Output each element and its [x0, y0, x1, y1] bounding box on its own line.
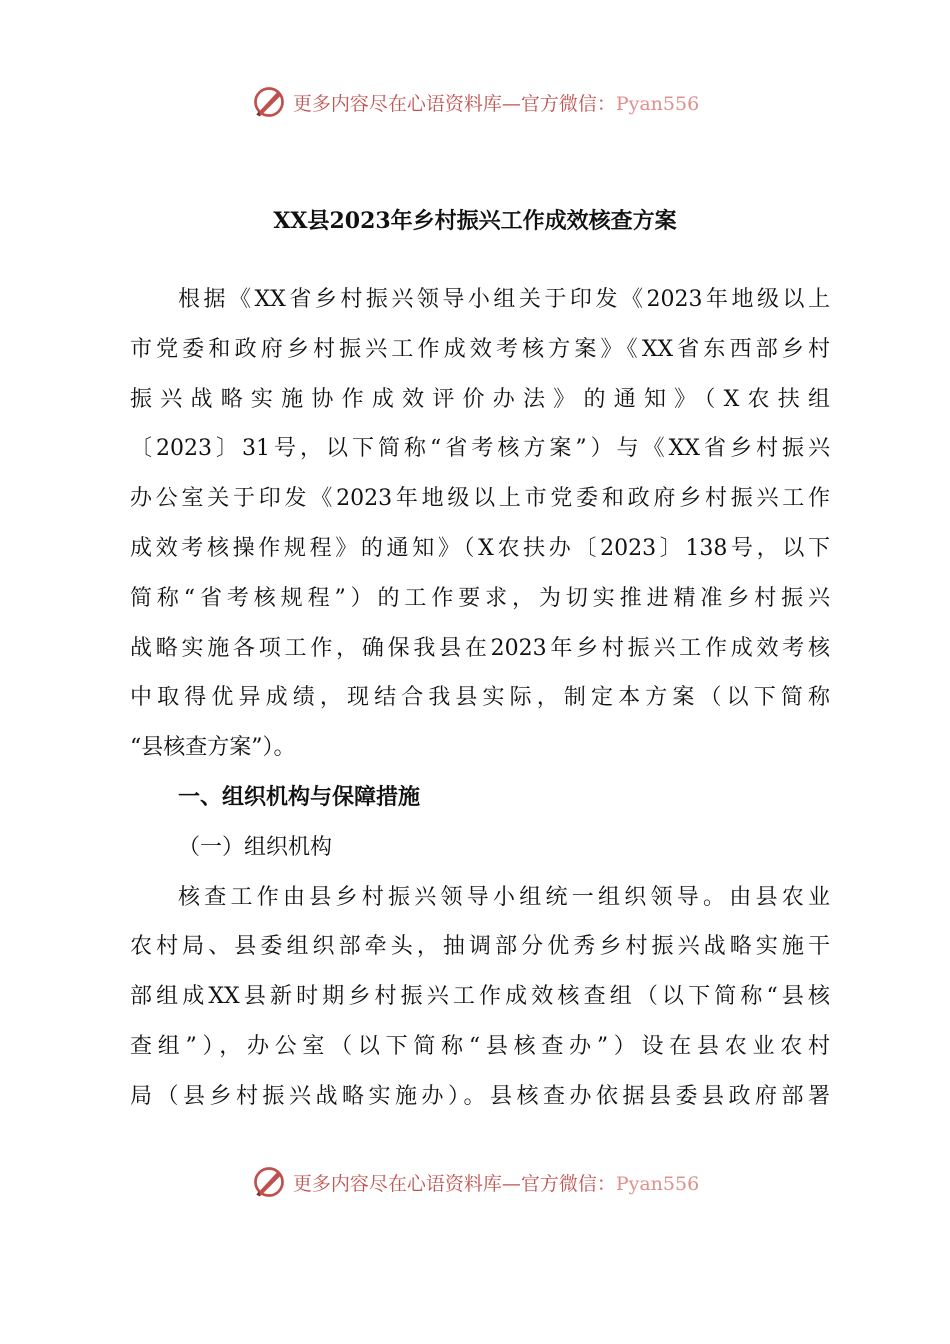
subsection-heading: （一）组织机构 — [178, 834, 333, 860]
paragraph-line: 中取得优异成绩，现结合我县实际，制定本方案（以下简称 — [130, 685, 830, 711]
pen-logo-icon — [251, 84, 287, 120]
paragraph-line: 核查工作由县乡村振兴领导小组统一组织领导。由县农业 — [178, 884, 830, 910]
paragraph-line: 查组”），办公室（以下简称“县核查办”）设在县农业农村 — [130, 1033, 830, 1059]
paragraph-line: 战略实施各项工作，确保我县在2023年乡村振兴工作成效考核 — [130, 635, 830, 661]
document-title: XX县2023年乡村振兴工作成效核查方案 — [273, 208, 677, 234]
pen-logo-icon — [251, 1164, 287, 1200]
paragraph-line: 成效考核操作规程》的通知》（X农扶办〔2023〕138号，以下 — [130, 535, 830, 561]
watermark-text: 更多内容尽在心语资料库—官方微信：Pyan556 — [292, 92, 700, 115]
paragraph-line: 〔2023〕31号，以下简称“省考核方案”）与《XX省乡村振兴 — [130, 436, 830, 462]
paragraph-line: 市党委和政府乡村振兴工作成效考核方案》《XX省东西部乡村 — [130, 336, 830, 362]
document-body — [130, 275, 830, 1122]
watermark-banner-bottom — [0, 1162, 950, 1202]
paragraph-line: 简称“省考核规程”）的工作要求，为切实推进精准乡村振兴 — [130, 585, 830, 611]
paragraph-line: “县核查方案”）。 — [130, 735, 296, 761]
watermark-banner-top — [0, 82, 950, 122]
paragraph-line: 农村局、县委组织部牵头，抽调部分优秀乡村振兴战略实施干 — [130, 934, 830, 960]
paragraph-line: 振兴战略实施协作成效评价办法》的通知》（X农扶组 — [130, 386, 830, 412]
paragraph-line: 办公室关于印发《2023年地级以上市党委和政府乡村振兴工作 — [130, 486, 830, 512]
watermark-text: 更多内容尽在心语资料库—官方微信：Pyan556 — [292, 1172, 700, 1195]
paragraph-line: 根据《XX省乡村振兴领导小组关于印发《2023年地级以上 — [178, 287, 830, 312]
paragraph-line: 部组成XX县新时期乡村振兴工作成效核查组（以下简称“县核 — [130, 984, 830, 1010]
paragraph-line: 局（县乡村振兴战略实施办）。县核查办依据县委县政府部署 — [130, 1083, 830, 1109]
section-heading: 一、组织机构与保障措施 — [178, 783, 421, 810]
